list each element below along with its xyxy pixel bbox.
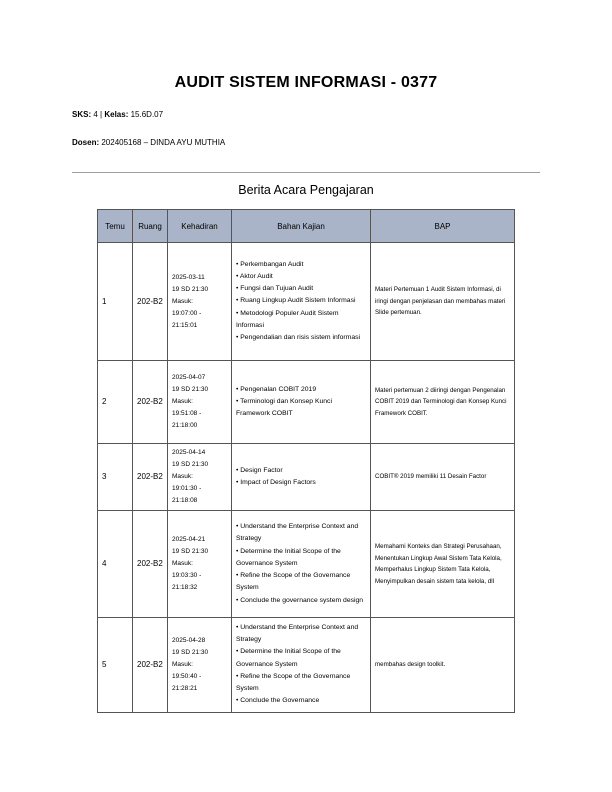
col-header-bahan-kajian: Bahan Kajian <box>232 210 371 243</box>
cell-bap: Materi Pertemuan 1 Audit Sistem Informasi, di iringi dengan penjelasan dan membahas materi Slide pertemuan. <box>371 243 515 361</box>
cell-bahan-kajian: • Understand the Enterprise Context and Strategy • Determine the Initial Scope of the Governance System • Refine the Scope of the Governance System • Conclude the governance system design <box>232 511 371 618</box>
cell-ruang: 202-B2 <box>133 618 168 713</box>
cell-ruang: 202-B2 <box>133 243 168 361</box>
meta-separator: | <box>100 110 103 119</box>
col-header-kehadiran: Kehadiran <box>168 210 232 243</box>
cell-ruang: 202-B2 <box>133 361 168 444</box>
table-header-row <box>98 210 515 243</box>
dosen-value: 202405168 – DINDA AYU MUTHIA <box>101 138 226 147</box>
cell-bap: Materi pertemuan 2 diiringi dengan Pengenalan COBIT 2019 dan Terminologi dan Konsep Kunci Framework COBIT. <box>371 361 515 444</box>
cell-bap: Memahami Konteks dan Strategi Perusahaan, Menentukan Lingkup Awal Sistem Tata Kelola, Memperhalus Lingkup Sistem Tata Kelola, Menyimpulkan desain sistem tata kelola, dll <box>371 511 515 618</box>
kelas-value: 15.6D.07 <box>130 110 164 119</box>
divider <box>72 172 540 173</box>
cell-bap: membahas design toolkit. <box>371 618 515 713</box>
cell-kehadiran: 2025-04-07 19 SD 21:30 Masuk: 19:51:08 - 21:18:00 <box>168 361 232 444</box>
cell-ruang: 202-B2 <box>133 511 168 618</box>
kelas-label: Kelas: <box>104 110 129 119</box>
cell-kehadiran: 2025-04-21 19 SD 21:30 Masuk: 19:03:30 - 21:18:32 <box>168 511 232 618</box>
table-row <box>98 361 515 444</box>
dosen-label: Dosen: <box>72 138 100 147</box>
cell-bap: COBIT® 2019 memiliki 11 Desain Factor <box>371 444 515 511</box>
table-row <box>98 618 515 713</box>
cell-temu: 2 <box>98 361 133 444</box>
sks-label: SKS: <box>72 110 92 119</box>
col-header-ruang: Ruang <box>133 210 168 243</box>
cell-bahan-kajian: • Pengenalan COBIT 2019 • Terminologi dan Konsep Kunci Framework COBIT <box>232 361 371 444</box>
cell-temu: 1 <box>98 243 133 361</box>
cell-bahan-kajian: • Design Factor • Impact of Design Factors <box>232 444 371 511</box>
lecturer-meta <box>72 138 225 147</box>
section-title: Berita Acara Pengajaran <box>238 183 374 197</box>
cell-temu: 4 <box>98 511 133 618</box>
cell-temu: 5 <box>98 618 133 713</box>
col-header-temu: Temu <box>98 210 133 243</box>
cell-bahan-kajian: • Perkembangan Audit • Aktor Audit • Fungsi dan Tujuan Audit • Ruang Lingkup Audit Sistem Informasi • Metodologi Populer Audit Sistem Informasi • Pengendalian dan risis sistem informasi <box>232 243 371 361</box>
col-header-bap: BAP <box>371 210 515 243</box>
table-row <box>98 444 515 511</box>
cell-kehadiran: 2025-04-28 19 SD 21:30 Masuk: 19:50:40 - 21:28:21 <box>168 618 232 713</box>
table-row <box>98 511 515 618</box>
cell-kehadiran: 2025-04-14 19 SD 21:30 Masuk: 19:01:30 - 21:18:08 <box>168 444 232 511</box>
page-title: AUDIT SISTEM INFORMASI - 0377 <box>174 74 438 91</box>
course-meta <box>72 110 163 119</box>
cell-temu: 3 <box>98 444 133 511</box>
cell-bahan-kajian: • Understand the Enterprise Context and Strategy • Determine the Initial Scope of the Governance System • Refine the Scope of the Governance System • Conclude the Governance <box>232 618 371 713</box>
sks-value: 4 <box>93 110 98 119</box>
table-row <box>98 243 515 361</box>
cell-ruang: 202-B2 <box>133 444 168 511</box>
teaching-log-table <box>97 209 515 713</box>
cell-kehadiran: 2025-03-11 19 SD 21:30 Masuk: 19:07:00 - 21:15:01 <box>168 243 232 361</box>
